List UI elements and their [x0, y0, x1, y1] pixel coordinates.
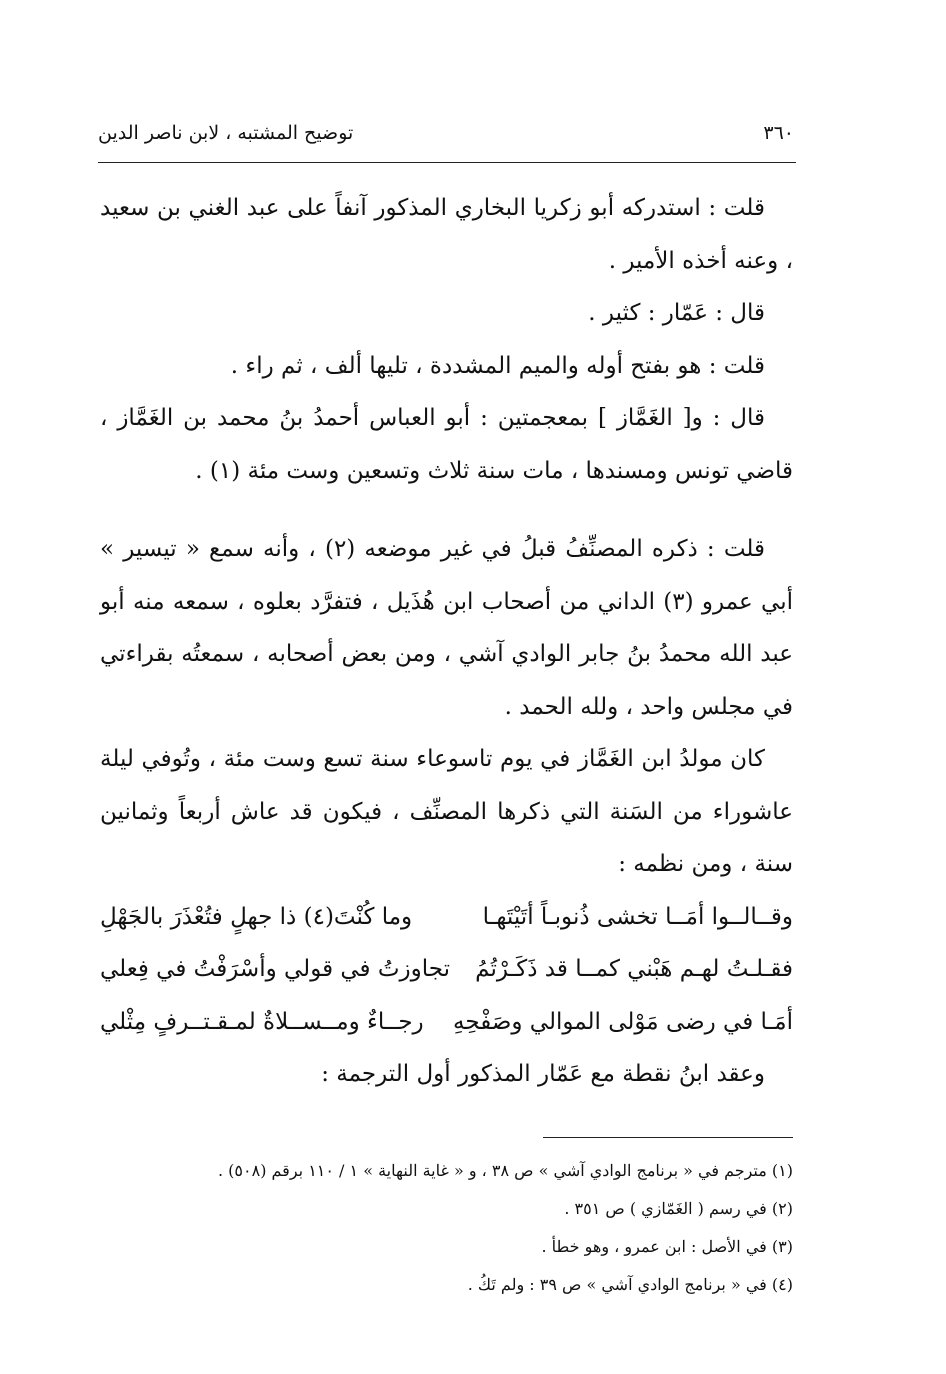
verse-first-hemistich: وقــالــوا أمَــا تخشى ذُنوبـاً أتَيْتَهـا	[482, 903, 793, 930]
verse-second-hemistich: وما كُنْتَ(٤) ذا جهلٍ فتُعْذَرَ بالجَهْلِ	[100, 903, 413, 930]
footnotes	[217, 1152, 793, 1304]
verse-line	[100, 996, 793, 1049]
paragraph-gap	[100, 497, 793, 523]
poem	[100, 891, 793, 1049]
paragraph: قلت : ذكره المصنِّفُ قبلُ في غير موضعه (٢) ، وأنه سمع « تيسير » أبي عمرو (٣) الداني من أصحاب ابن هُذَيل ، فتفرَّد بعلوه ، سمعه منه أبو عبد الله محمدُ بنُ جابر الوادي آشي ، ومن بعض أصحابه ، سمعتُه بقراءتي في مجلس واحد ، ولله الحمد .	[100, 536, 793, 720]
verse-line	[100, 891, 793, 944]
footnote: (١) مترجم في « برنامج الوادي آشي » ص ٣٨ ، و « غاية النهاية » ١ / ١١٠ برقم (٥٠٨) .	[217, 1161, 793, 1180]
footnote: (٢) في رسم ( الغَمّازي ) ص ٣٥١ .	[564, 1199, 793, 1218]
main-text	[100, 182, 793, 1101]
page-number: ٣٦٠	[763, 122, 794, 144]
footnote-divider	[543, 1137, 793, 1138]
header-divider	[98, 162, 796, 163]
paragraph: كان مولدُ ابن الغَمَّاز في يوم تاسوعاء سنة تسع وست مئة ، وتُوفي ليلة عاشوراء من السَنة التي ذكرها المصنِّف ، فيكون قد عاش أربعاً وثمانين سنة ، ومن نظمه :	[100, 746, 793, 877]
footnote: (٣) في الأصل : ابن عمرو ، وهو خطأ .	[541, 1237, 793, 1256]
verse-line	[100, 943, 793, 996]
paragraph: وعقد ابنُ نقطة مع عَمّار المذكور أول الترجمة :	[321, 1061, 765, 1087]
paragraph: قال : عَمّار : كثير .	[588, 300, 765, 326]
verse-first-hemistich: أمَـا في رضى مَوْلى الموالي وصَفْحِهِ	[453, 1008, 793, 1035]
verse-first-hemistich: فقـلـتُ لهـم هَبْني كمــا قد ذَكَـرْتُمُ	[475, 956, 793, 982]
paragraph: قلت : استدركه أبو زكريا البخاري المذكور آنفاً على عبد الغني بن سعيد ، وعنه أخذه الأمير .	[100, 195, 793, 274]
footnote: (٤) في « برنامج الوادي آشي » ص ٣٩ : ولم تَكُ .	[467, 1275, 793, 1294]
paragraph: قال : و[ الغَمَّاز ] بمعجمتين : أبو العباس أحمدُ بنُ محمد بن الغَمَّاز ، قاضي تونس ومسندها ، مات سنة ثلاث وتسعين وست مئة (١) .	[100, 405, 793, 484]
paragraph: قلت : هو بفتح أوله والميم المشددة ، تليها ألف ، ثم راء .	[230, 352, 765, 379]
running-title: توضيح المشتبه ، لابن ناصر الدين	[98, 122, 354, 144]
running-header	[98, 116, 794, 150]
verse-second-hemistich: تجاوزتُ في قولي وأسْرَفْتُ في فِعلي	[100, 956, 450, 982]
verse-second-hemistich: رجــاءٌ ومــســلاةٌ لمـقـتــرفٍ مِثْلي	[100, 1008, 424, 1035]
